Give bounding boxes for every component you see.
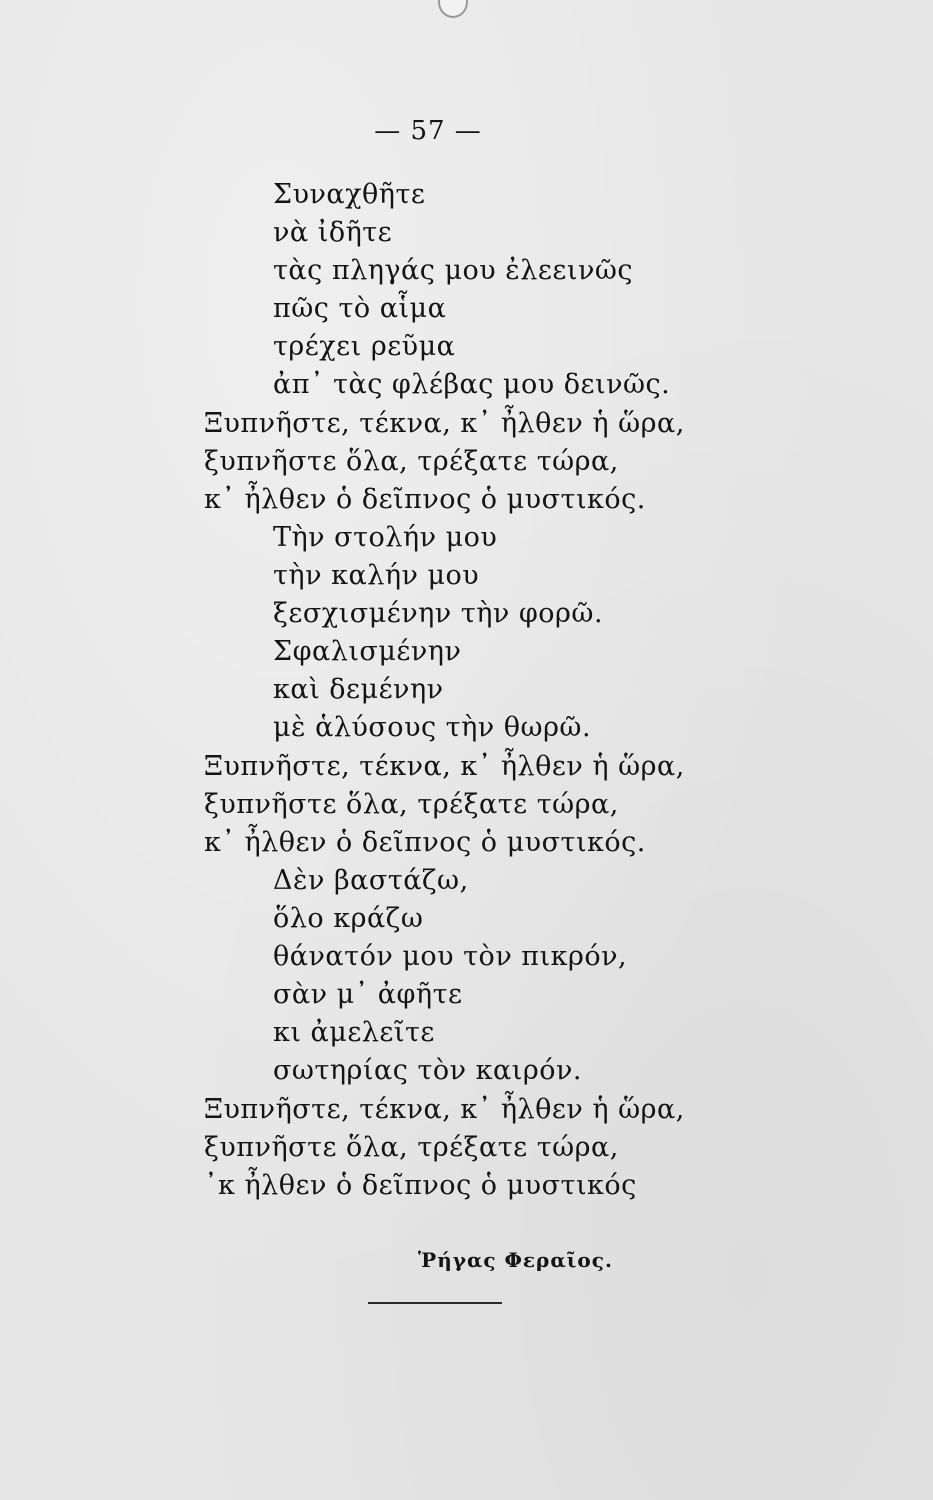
poem-line: θάνατόν μου τὸν πικρόν, — [273, 941, 628, 972]
poem-line: Ξυπνῆστε, τέκνα, κ᾽ ἦλθεν ἡ ὥρα, — [204, 751, 685, 782]
poem-line: ᾽κ ἦλθεν ὁ δεῖπνος ὁ μυστικός — [204, 1170, 637, 1201]
poem-line: ξυπνῆστε ὅλα, τρέξατε τώρα, — [204, 1132, 619, 1163]
poem-line: καὶ δεμένην — [273, 674, 444, 705]
poem-line: τρέχει ρεῦμα — [273, 331, 456, 362]
poem-line: ξεσχισμένην τὴν φορῶ. — [273, 598, 604, 629]
poem-line: Ξυπνῆστε, τέκνα, κ᾽ ἦλθεν ἡ ὥρα, — [204, 1094, 685, 1125]
author-signature: Ῥήγας Φεραῖος. — [418, 1248, 613, 1272]
poem-line: μὲ ἁλύσους τὴν θωρῶ. — [273, 712, 592, 743]
closing-rule — [368, 1302, 502, 1304]
poem-line: ἀπ᾽ τὰς φλέβας μου δεινῶς. — [273, 369, 671, 400]
poem-line: ὅλο κράζω — [273, 903, 424, 934]
poem-line: Σφαλισμένην — [273, 636, 462, 667]
poem-line: κι ἀμελεῖτε — [273, 1017, 435, 1048]
binding-hole — [438, 0, 468, 18]
poem-line: πῶς τὸ αἷμα — [273, 293, 447, 324]
poem-line: Δὲν βαστάζω, — [273, 865, 469, 896]
poem-line: Τὴν στολήν μου — [273, 522, 498, 553]
poem-line: κ᾽ ἦλθεν ὁ δεῖπνος ὁ μυστικός. — [204, 827, 646, 858]
poem-line: σωτηρίας τὸν καιρόν. — [273, 1055, 582, 1086]
poem-line: σὰν μ᾽ ἀφῆτε — [273, 979, 463, 1010]
poem-line: ξυπνῆστε ὅλα, τρέξατε τώρα, — [204, 789, 619, 820]
poem-line: Ξυπνῆστε, τέκνα, κ᾽ ἦλθεν ἡ ὥρα, — [204, 408, 685, 439]
poem-line: ξυπνῆστε ὅλα, τρέξατε τώρα, — [204, 446, 619, 477]
poem-line: τὰς πληγάς μου ἐλεεινῶς — [273, 255, 633, 286]
poem-line: κ᾽ ἦλθεν ὁ δεῖπνος ὁ μυστικός. — [204, 484, 646, 515]
page-number: — 57 — — [374, 116, 482, 146]
poem-line: τὴν καλήν μου — [273, 560, 480, 591]
poem-line: Συναχθῆτε — [273, 179, 426, 210]
poem-line: νὰ ἰδῆτε — [273, 217, 393, 248]
